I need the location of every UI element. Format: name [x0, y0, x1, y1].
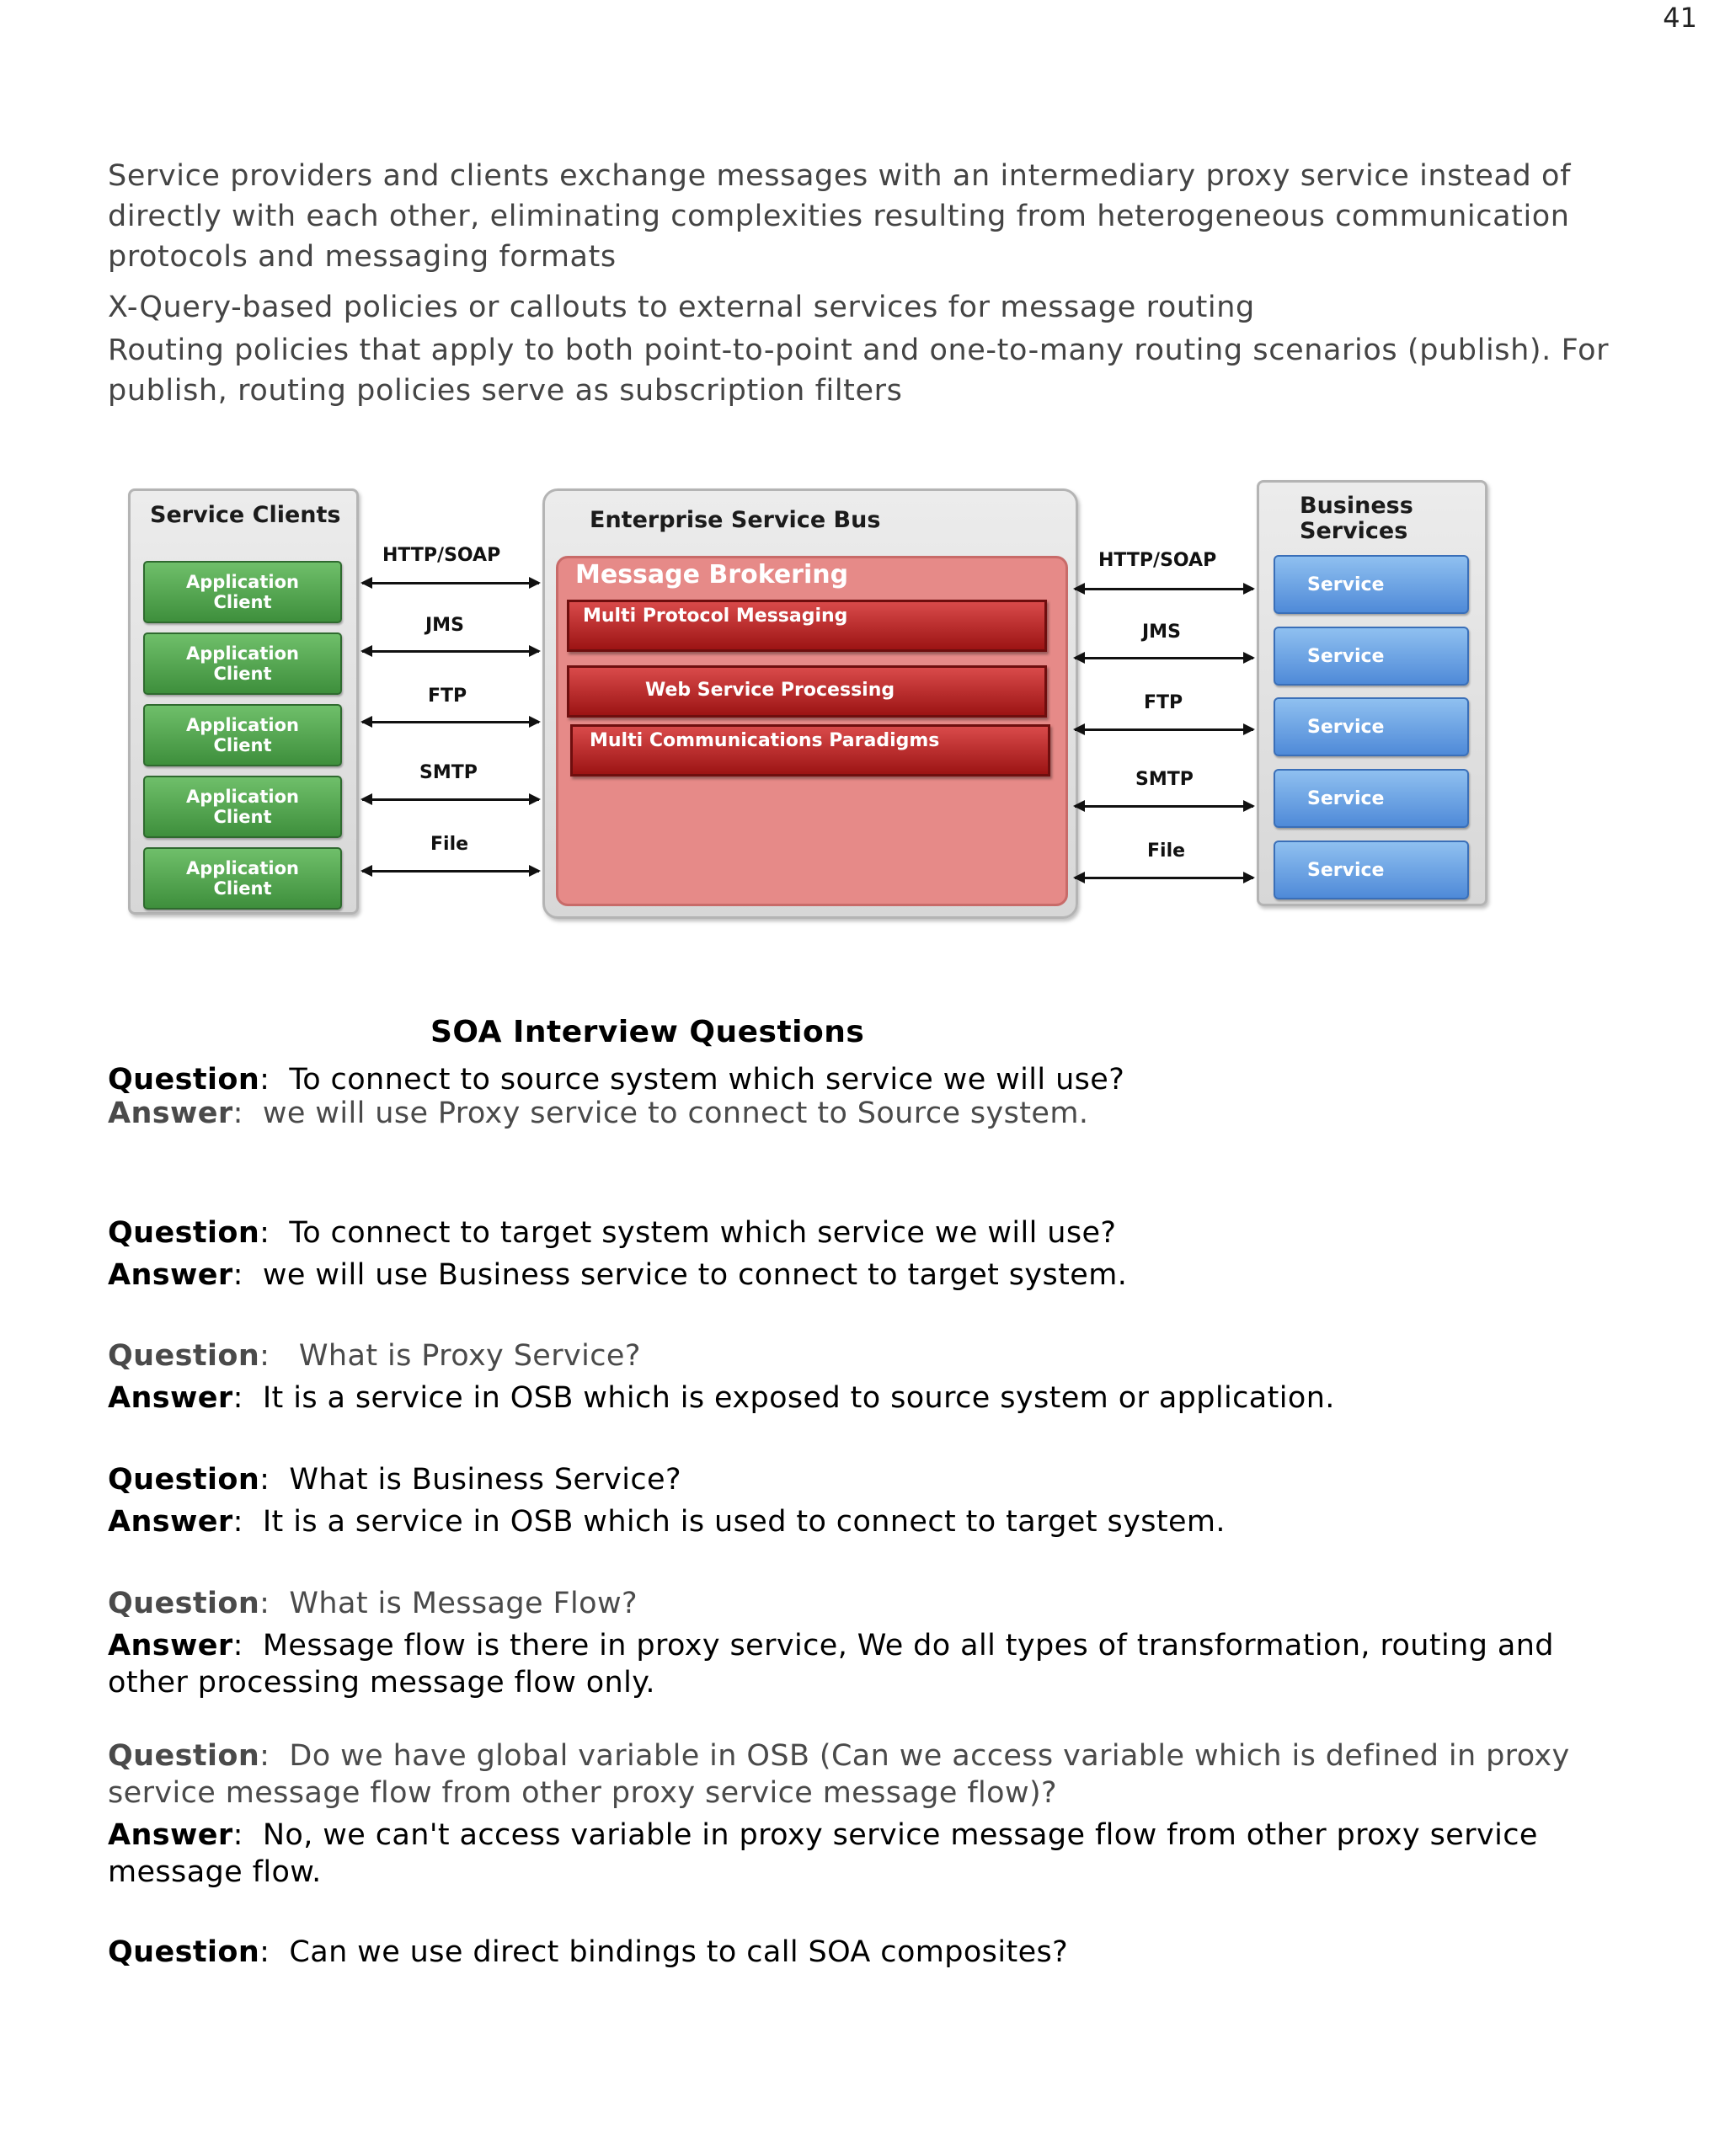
protocol-label: HTTP/SOAP	[382, 545, 501, 566]
application-client: Application Client	[143, 704, 342, 766]
qa-item-6	[108, 1737, 1624, 1891]
answer-label: Answer	[108, 1629, 233, 1662]
protocol-label: FTP	[428, 686, 467, 707]
message-brokering	[556, 556, 1068, 906]
page-number: 41	[1663, 2, 1697, 34]
web-service-processing-box: Web Service Processing	[567, 665, 1047, 718]
qa-item-2	[108, 1214, 1624, 1294]
protocol-label: JMS	[425, 615, 464, 636]
intro-paragraph-1: Service providers and clients exchange messages with an intermediary proxy service instead of directly with each other, eliminating complexities resulting from heterogeneous communication protocols and messaging formats	[108, 159, 1571, 274]
protocol-label: JMS	[1142, 622, 1181, 643]
question-label: Question	[108, 1063, 260, 1097]
application-client: Application Client	[143, 561, 342, 623]
business-service: Service	[1274, 627, 1469, 686]
answer-label: Answer	[108, 1097, 233, 1130]
qa-item-3	[108, 1337, 1624, 1417]
question-label: Question	[108, 1339, 260, 1373]
question-label: Question	[108, 1587, 260, 1620]
message-brokering-title: Message Brokering	[575, 560, 849, 590]
qa-item-7	[108, 1934, 1624, 1971]
application-client: Application Client	[143, 776, 342, 838]
answer-line: Answer: we will use Business service to connect to target system.	[108, 1258, 1128, 1292]
question-line: Question: What is Message Flow?	[108, 1587, 638, 1620]
question-text: What is Message Flow?	[289, 1587, 638, 1620]
bidirectional-arrow	[362, 721, 539, 723]
protocol-label: SMTP	[1135, 769, 1194, 790]
bidirectional-arrow	[362, 650, 539, 653]
qa-item-5	[108, 1585, 1624, 1701]
bidirectional-arrow	[1075, 805, 1253, 808]
answer-line: Answer: No, we can't access variable in proxy service message flow from other proxy service message flow.	[108, 1818, 1538, 1889]
answer-text: we will use Business service to connect to target system.	[262, 1258, 1128, 1292]
answer-line: Answer: Message flow is there in proxy service, We do all types of transformation, routing and other processing message flow only.	[108, 1629, 1554, 1700]
question-text: Do we have global variable in OSB (Can we access variable which is defined in proxy service message flow from other proxy service message flow)?	[108, 1739, 1570, 1810]
protocol-label: File	[1147, 841, 1186, 862]
bidirectional-arrow	[362, 582, 539, 584]
question-text: To connect to source system which service we will use?	[289, 1063, 1125, 1097]
protocol-label: SMTP	[419, 762, 478, 783]
application-client: Application Client	[143, 632, 342, 695]
answer-line: Answer: It is a service in OSB which is exposed to source system or application.	[108, 1381, 1335, 1415]
answer-line: Answer: It is a service in OSB which is used to connect to target system.	[108, 1505, 1226, 1539]
answer-text: Message flow is there in proxy service, We do all types of transformation, routing and other processing message flow only.	[108, 1629, 1554, 1700]
question-text: Can we use direct bindings to call SOA composites?	[289, 1935, 1069, 1969]
bidirectional-arrow	[362, 870, 539, 873]
service-clients-title: Service Clients	[150, 502, 341, 528]
answer-text: we will use Proxy service to connect to Source system.	[262, 1097, 1089, 1130]
protocol-label: File	[430, 834, 469, 855]
intro-paragraph-2: X-Query-based policies or callouts to external services for message routing	[108, 291, 1255, 324]
question-line: Question: What is Business Service?	[108, 1463, 681, 1497]
bidirectional-arrow	[362, 798, 539, 801]
qa-item-4	[108, 1461, 1624, 1540]
answer-text: It is a service in OSB which is exposed to source system or application.	[262, 1381, 1335, 1415]
question-text: What is Proxy Service?	[298, 1339, 641, 1373]
section-title: SOA Interview Questions	[430, 1015, 865, 1049]
business-service: Service	[1274, 555, 1469, 614]
answer-label: Answer	[108, 1818, 233, 1852]
question-label: Question	[108, 1739, 260, 1773]
answer-label: Answer	[108, 1381, 233, 1415]
question-label: Question	[108, 1216, 260, 1250]
question-text: What is Business Service?	[289, 1463, 681, 1497]
business-services-title: Business Services	[1300, 493, 1413, 544]
answer-label: Answer	[108, 1258, 233, 1292]
answer-text: It is a service in OSB which is used to connect to target system.	[262, 1505, 1226, 1539]
application-client: Application Client	[143, 847, 342, 910]
question-line: Question: To connect to source system which service we will use?	[108, 1063, 1125, 1097]
question-line: Question: To connect to target system which service we will use?	[108, 1216, 1117, 1250]
bidirectional-arrow	[1075, 728, 1253, 731]
protocol-label: FTP	[1144, 692, 1183, 713]
esb-diagram	[125, 472, 1491, 926]
business-service: Service	[1274, 697, 1469, 756]
bidirectional-arrow	[1075, 657, 1253, 659]
answer-line: Answer: we will use Proxy service to connect to Source system.	[108, 1097, 1089, 1130]
multi-communications-paradigms-box: Multi Communications Paradigms	[570, 724, 1050, 776]
multi-protocol-messaging-box: Multi Protocol Messaging	[567, 600, 1047, 652]
protocol-label: HTTP/SOAP	[1098, 550, 1217, 571]
esb-title: Enterprise Service Bus	[590, 507, 881, 533]
question-label: Question	[108, 1935, 260, 1969]
qa-item-1	[108, 1061, 1624, 1132]
question-label: Question	[108, 1463, 260, 1497]
question-line: Question: What is Proxy Service?	[108, 1339, 641, 1373]
bidirectional-arrow	[1075, 588, 1253, 590]
business-service: Service	[1274, 841, 1469, 899]
intro-paragraph-3: Routing policies that apply to both point-to-point and one-to-many routing scenarios (publish). For publish, routing policies serve as subscription filters	[108, 334, 1610, 408]
answer-label: Answer	[108, 1505, 233, 1539]
answer-text: No, we can't access variable in proxy service message flow from other proxy service message flow.	[108, 1818, 1538, 1889]
business-service: Service	[1274, 769, 1469, 828]
question-text: To connect to target system which service we will use?	[289, 1216, 1117, 1250]
bidirectional-arrow	[1075, 877, 1253, 879]
question-line: Question: Can we use direct bindings to call SOA composites?	[108, 1935, 1069, 1969]
question-line: Question: Do we have global variable in OSB (Can we access variable which is defined in proxy service message flow from other proxy service message flow)?	[108, 1739, 1570, 1810]
